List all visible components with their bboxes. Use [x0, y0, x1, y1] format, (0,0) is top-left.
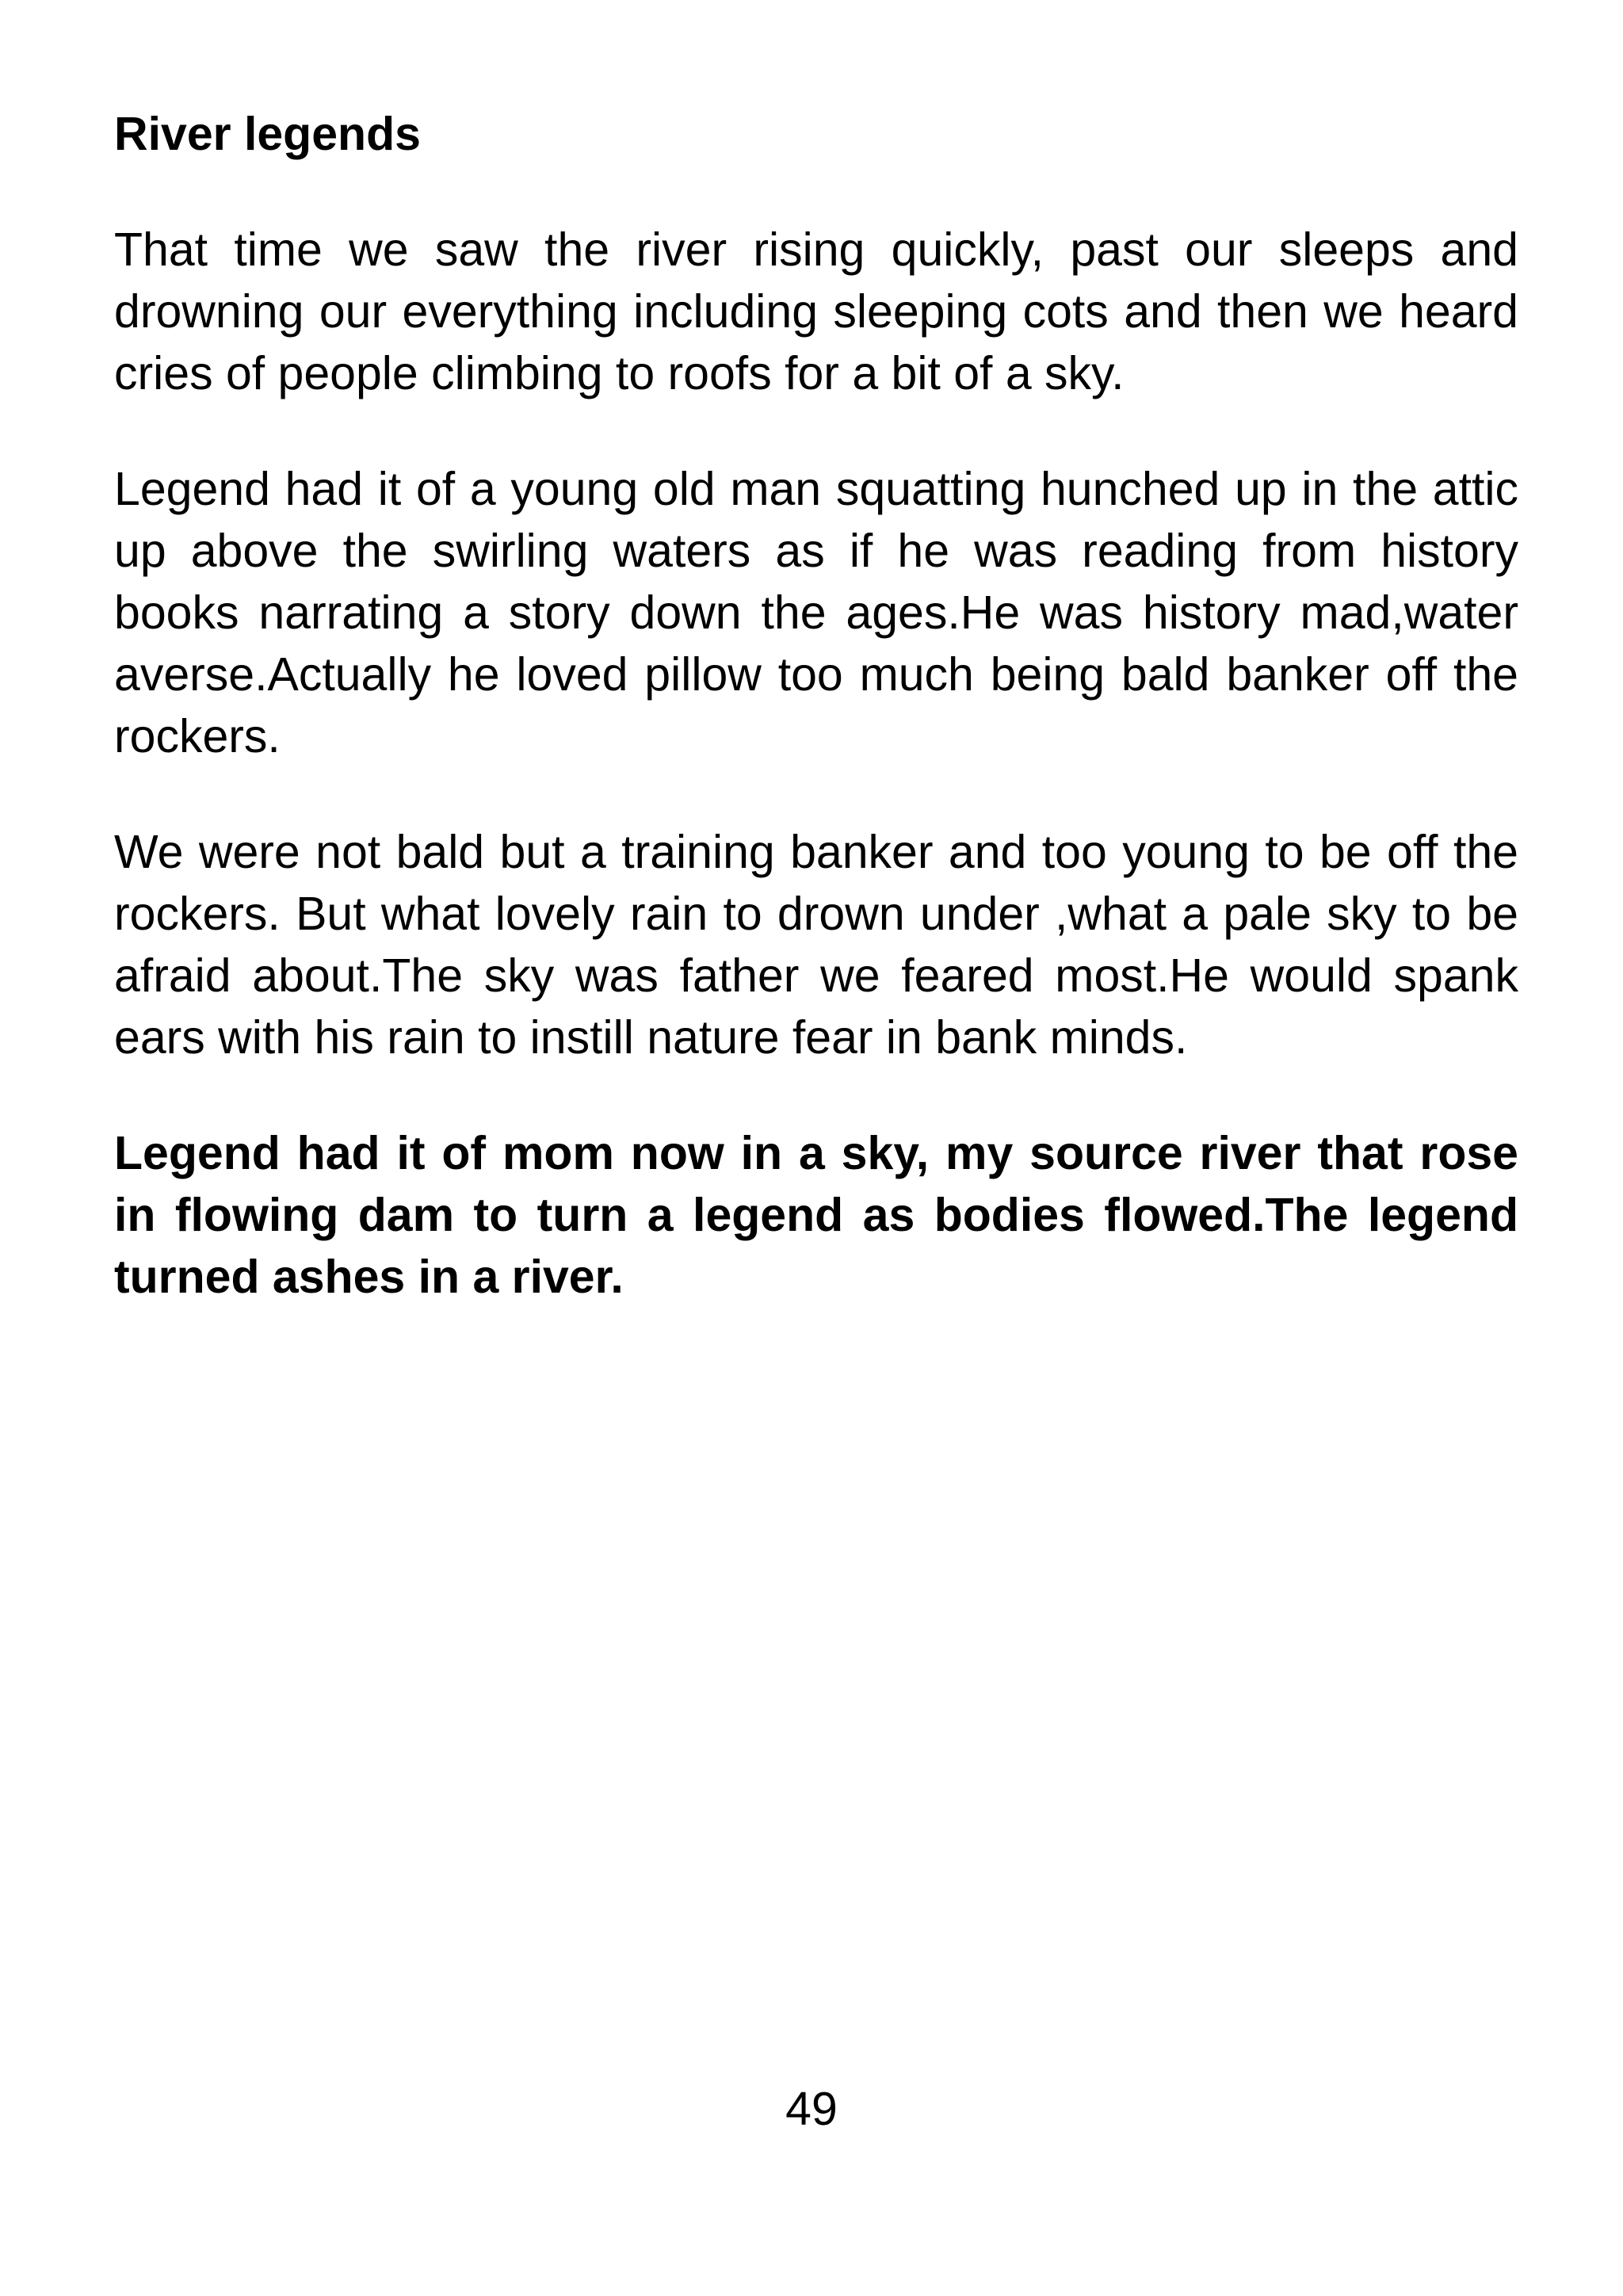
page-title: River legends [114, 108, 421, 160]
paragraph-3: We were not bald but a training banker and too young to be off the rockers. But what lovely rain to drown under ,what a pale sky to be afraid about.The sky was father we feared most.He would spank ears with his rain to instill nature fear in bank minds. [114, 826, 1518, 1064]
page-content [114, 103, 1518, 1362]
paragraph-4-bold: Legend had it of mom now in a sky, my source river that rose in flowing dam to turn a legend as bodies flowed.The legend turned ashes in a river. [114, 1127, 1518, 1303]
paragraph-2: Legend had it of a young old man squatting hunched up in the attic up above the swirling waters as if he was reading from history books narrating a story down the ages.He was history mad,water averse.Actually he loved pillow too much being bald banker off the rockers. [114, 463, 1518, 762]
page-number: 49 [785, 2083, 838, 2135]
paragraph-1: That time we saw the river rising quickly, past our sleeps and drowning our everything including sleeping cots and then we heard cries of people climbing to roofs for a bit of a sky. [114, 223, 1518, 399]
